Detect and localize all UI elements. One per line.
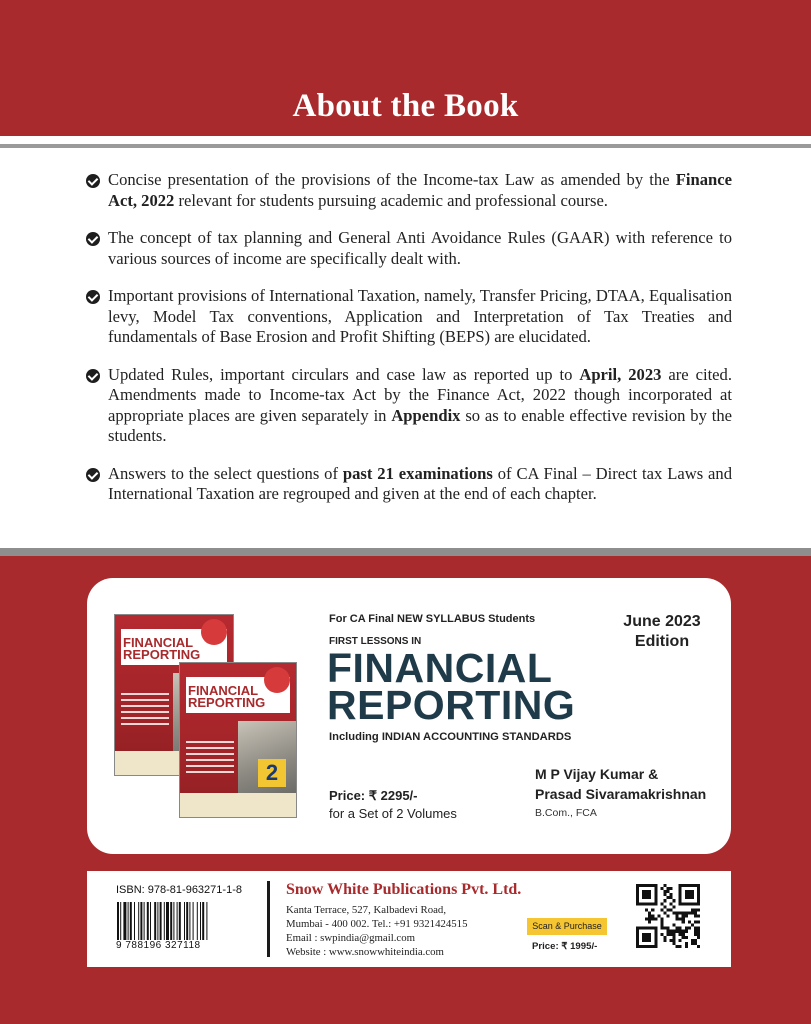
- about-bullet-2: [86, 228, 732, 269]
- volume-number: 2: [258, 759, 286, 787]
- ad-headline: FINANCIAL REPORTING: [327, 645, 576, 728]
- seal-icon: [264, 667, 290, 693]
- page-title: About the Book: [292, 88, 519, 124]
- book-advert-card[interactable]: [87, 578, 731, 854]
- qr-code-icon[interactable]: [636, 884, 700, 948]
- bullet-bold: April, 2023: [579, 364, 662, 384]
- address-line: Mumbai - 400 002. Tel.: +91 9321424515: [286, 918, 468, 930]
- address-line: Kanta Terrace, 527, Kalbadevi Road,: [286, 904, 447, 916]
- check-circle-icon: [86, 468, 100, 482]
- seal-icon: [201, 619, 227, 645]
- bullet-text: Answers to the select questions of: [108, 463, 343, 483]
- bullet-text: of CA Final – Direct tax Laws and International Taxation are regrouped and given at the end of each chapter.: [108, 463, 732, 503]
- ad-price-note: for a Set of 2 Volumes: [329, 806, 457, 821]
- ad-price: Price: ₹ 2295/-: [329, 788, 418, 803]
- barcode-digits: 9 788196 327118: [116, 940, 241, 951]
- check-circle-icon: [86, 174, 100, 188]
- divider-white: [0, 136, 811, 144]
- publisher-footer: [87, 871, 731, 967]
- check-circle-icon: [86, 290, 100, 304]
- check-circle-icon: [86, 369, 100, 383]
- publisher-name[interactable]: Snow White Publications Pvt. Ltd.: [286, 881, 522, 898]
- ad-including: Including INDIAN ACCOUNTING STANDARDS: [329, 731, 572, 743]
- bullet-text: Concise presentation of the provisions of the Income-tax Law as amended by the: [108, 170, 676, 189]
- bullet-text: Updated Rules, important circulars and case law as reported up to: [108, 364, 580, 384]
- about-bullet-3: [86, 286, 732, 348]
- ad-author-1: M P Vijay Kumar &: [535, 766, 659, 782]
- ad-edition: June 2023 Edition: [623, 613, 701, 650]
- website-line[interactable]: Website : www.snowwhiteindia.com: [286, 946, 444, 958]
- check-circle-icon: [86, 232, 100, 246]
- about-bullet-4: [86, 365, 732, 447]
- about-bullet-5: [86, 464, 732, 505]
- email-line[interactable]: Email : swpindia@gmail.com: [286, 932, 415, 944]
- ad-subtitle: For CA Final NEW SYLLABUS Students: [329, 613, 536, 625]
- ad-author-2: Prasad Sivaramakrishnan: [535, 786, 707, 802]
- bullet-text: are cited. Amendments made to Income-tax Act by the Finance Act, 2022 though incorporated at appropriate places are given separately in: [108, 364, 732, 425]
- scan-price: Price: ₹ 1995/-: [532, 941, 598, 952]
- bullet-text: Important provisions of International Taxation, namely, Transfer Pricing, DTAA, Equalisation levy, Model Tax conventions, Application and Interpretation of Tax Treaties and fundamentals of Base Erosion and Profit Shifting (BEPS) are elucidated.: [108, 286, 732, 346]
- divider-gray-bottom: [0, 548, 811, 556]
- isbn-text: ISBN: 978-81-963271-1-8: [116, 884, 242, 896]
- bullet-text: so as to enable effective revision by the students.: [108, 405, 732, 445]
- book-cover-volume-2: [179, 662, 297, 818]
- bullet-text: relevant for students pursuing academic and professional course.: [174, 190, 608, 210]
- about-bullets: [86, 170, 732, 522]
- footer-divider: [267, 881, 270, 957]
- scan-purchase-badge[interactable]: Scan & Purchase: [527, 918, 607, 935]
- cover-title: FINANCIAL REPORTING: [188, 683, 266, 710]
- ad-qualification: B.Com., FCA: [535, 807, 597, 819]
- cover-title: FINANCIAL REPORTING: [123, 635, 201, 662]
- bullet-bold: Finance Act, 2022: [108, 170, 732, 210]
- bullet-bold: past 21 examinations: [342, 463, 493, 483]
- bullet-bold: Appendix: [391, 405, 461, 425]
- ad-first-lessons: FIRST LESSONS IN: [329, 636, 422, 647]
- about-bullet-1: [86, 170, 732, 211]
- bullet-text: The concept of tax planning and General Anti Avoidance Rules (GAAR) with reference to various sources of income are specifically dealt with.: [108, 228, 732, 268]
